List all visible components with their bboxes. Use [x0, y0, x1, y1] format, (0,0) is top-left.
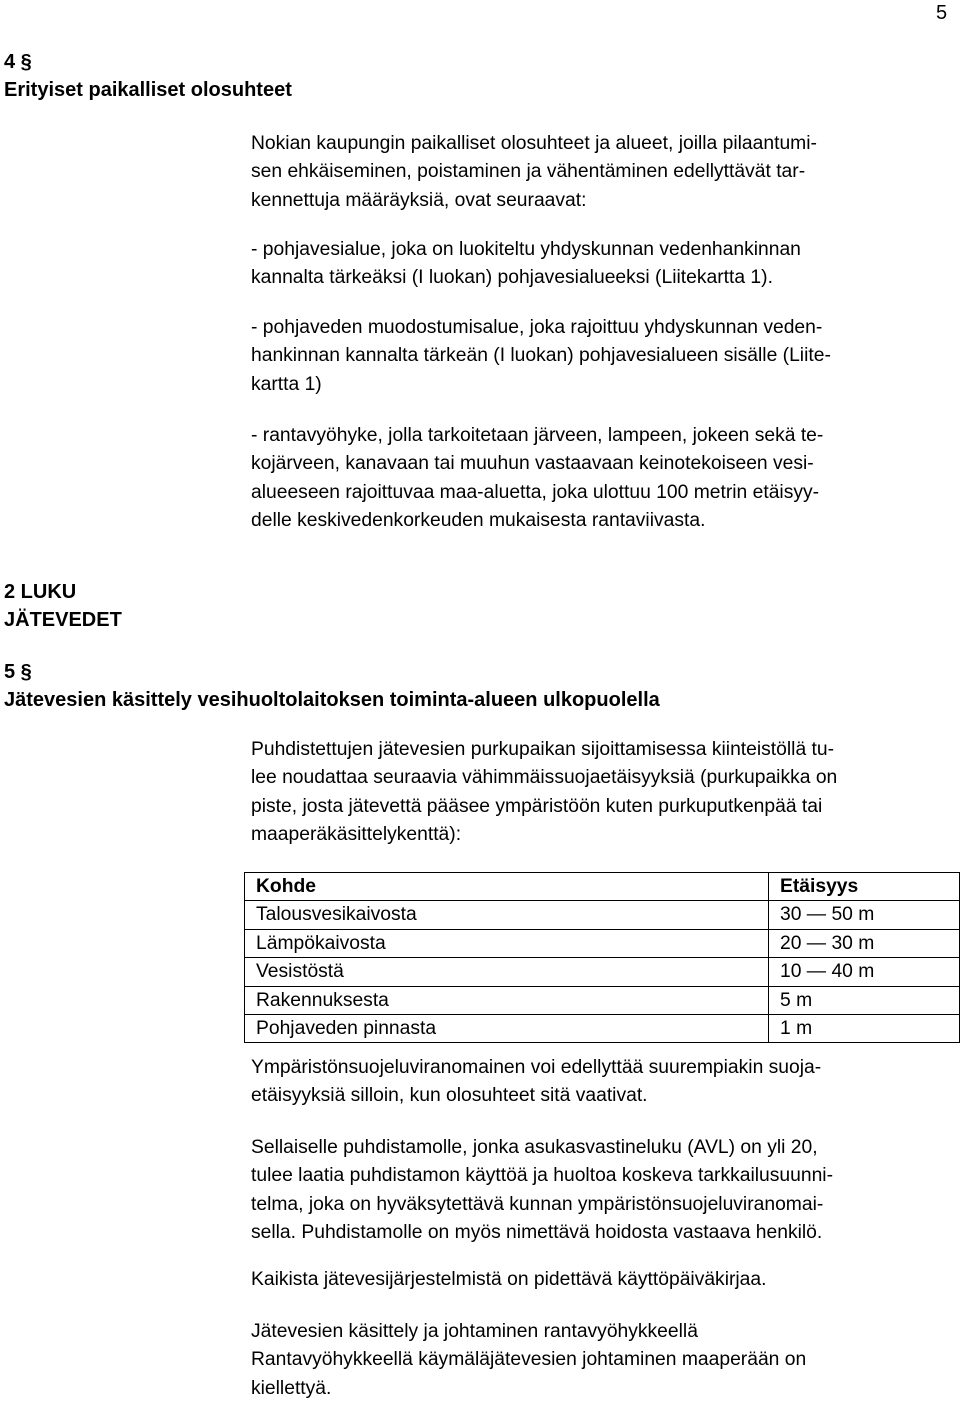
section-4-title: Erityiset paikalliset olosuhteet — [4, 79, 292, 101]
distance-table — [244, 872, 960, 1043]
paragraph-logbook — [251, 1266, 941, 1294]
text-line: telma, joka on hyväksytettävä kunnan ympäristönsuojeluviranomai- — [251, 1193, 824, 1215]
list-item-groundwater-area — [251, 236, 941, 293]
table-row — [245, 986, 960, 1014]
text-line: maaperäkäsittelykenttä): — [251, 823, 462, 845]
page-number: 5 — [936, 2, 948, 24]
text-line: Puhdistettujen jätevesien purkupaikan sijoittamisessa kiinteistöllä tu- — [251, 739, 835, 760]
table-cell: Pohjaveden pinnasta — [245, 1015, 769, 1043]
text-line: Jätevesien käsittely ja johtaminen rantavyöhykkeellä — [251, 1321, 698, 1342]
table-row — [245, 929, 960, 957]
section-4-heading — [4, 48, 292, 104]
list-item-groundwater-formation — [251, 314, 941, 399]
table-header-cell: Kohde — [245, 873, 769, 901]
text-line: lee noudattaa seuraavia vähimmäissuojaetäisyyksiä (purkupaikka on — [251, 767, 838, 789]
table-cell: 10 — 40 m — [769, 958, 960, 986]
table-header-cell: Etäisyys — [769, 873, 960, 901]
table-cell: Rakennuksesta — [245, 986, 769, 1014]
text-line: tulee laatia puhdistamon käyttöä ja huoltoa koskeva tarkkailusuunni- — [251, 1165, 834, 1187]
paragraph-shore-zone — [251, 1318, 941, 1403]
table-cell: Lämpökaivosta — [245, 929, 769, 957]
text-line: - pohjavesialue, joka on luokiteltu yhdyskunnan vedenhankinnan — [251, 239, 801, 260]
table-header-row — [245, 873, 960, 901]
text-line: sen ehkäiseminen, poistaminen ja vähentäminen edellyttävät tar- — [251, 161, 806, 183]
text-line: etäisyyksiä silloin, kun olosuhteet sitä vaativat. — [251, 1085, 648, 1107]
text-line: hankinnan kannalta tärkeän (I luokan) pohjavesialueen sisälle (Liite- — [251, 345, 831, 367]
table-cell: Talousvesikaivosta — [245, 901, 769, 929]
table-cell: 1 m — [769, 1015, 960, 1043]
text-line: - rantavyöhyke, jolla tarkoitetaan järveen, lampeen, jokeen sekä te- — [251, 425, 824, 446]
table-cell: 20 — 30 m — [769, 929, 960, 957]
text-line: Rantavyöhykkeellä käymäläjätevesien johtaminen maaperään on — [251, 1349, 807, 1371]
table-cell: Vesistöstä — [245, 958, 769, 986]
text-line: delle keskivedenkorkeuden mukaisesta rantaviivasta. — [251, 509, 706, 531]
text-line: kojärveen, kanavaan tai muuhun vastaavaan keinotekoiseen vesi- — [251, 453, 814, 475]
table-cell: 30 — 50 m — [769, 901, 960, 929]
text-line: piste, josta jätevettä pääsee ympäristöön kuten purkuputkenpää tai — [251, 795, 823, 817]
paragraph-authority — [251, 1054, 941, 1111]
text-line: alueeseen rajoittuvaa maa-aluetta, joka ulottuu 100 metrin etäisyy- — [251, 481, 820, 503]
section-5-number: 5 § — [4, 661, 32, 683]
section-5-intro — [251, 736, 941, 849]
section-5-heading — [4, 658, 660, 714]
chapter-number: 2 LUKU — [4, 581, 77, 603]
table-row — [245, 901, 960, 929]
section-4-intro — [251, 130, 941, 215]
paragraph-treatment-plant — [251, 1134, 941, 1247]
text-line: Kaikista jätevesijärjestelmistä on pidettävä käyttöpäiväkirjaa. — [251, 1269, 767, 1290]
text-line: kiellettyä. — [251, 1377, 332, 1399]
chapter-heading — [4, 578, 122, 634]
table-row — [245, 958, 960, 986]
text-line: sella. Puhdistamolle on myös nimettävä hoidosta vastaava henkilö. — [251, 1221, 823, 1243]
text-line: - pohjaveden muodostumisalue, joka rajoittuu yhdyskunnan veden- — [251, 317, 823, 338]
text-line: Ympäristönsuojeluviranomainen voi edellyttää suurempiakin suoja- — [251, 1057, 822, 1078]
table-row — [245, 1015, 960, 1043]
chapter-title: JÄTEVEDET — [4, 609, 122, 631]
section-5-title: Jätevesien käsittely vesihuoltolaitoksen toiminta-alueen ulkopuolella — [4, 689, 660, 711]
table-cell: 5 m — [769, 986, 960, 1014]
text-line: Nokian kaupungin paikalliset olosuhteet ja alueet, joilla pilaantumi- — [251, 133, 817, 154]
text-line: Sellaiselle puhdistamolle, jonka asukasvastineluku (AVL) on yli 20, — [251, 1137, 818, 1158]
section-4-number: 4 § — [4, 51, 32, 73]
text-line: kannalta tärkeäksi (I luokan) pohjavesialueeksi (Liitekartta 1). — [251, 267, 773, 289]
text-line: kartta 1) — [251, 373, 322, 395]
text-line: kennettuja määräyksiä, ovat seuraavat: — [251, 189, 587, 211]
list-item-shore-zone — [251, 422, 941, 535]
